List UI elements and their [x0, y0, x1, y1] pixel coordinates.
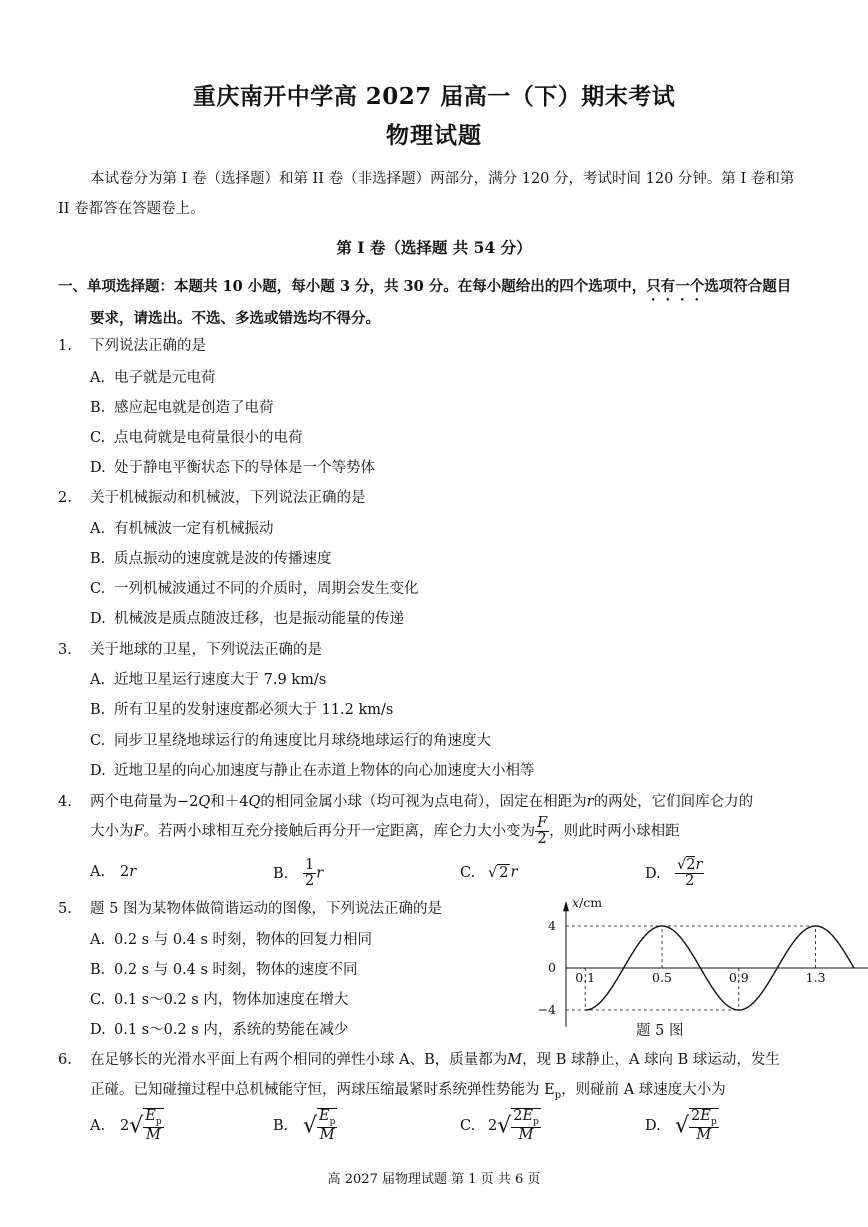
x-tick-label: 1.3: [805, 970, 826, 985]
question-number: 6.: [58, 1052, 72, 1068]
option-coef: 2: [488, 1117, 498, 1134]
option-text: 所有卫星的发射速度都必须大于 11.2 km/s: [114, 702, 394, 718]
instructions-line1: 本试卷分为第 I 卷（选择题）和第 II 卷（非选择题）两部分，满分 120 分，考试时间 120 分钟。第 I 卷和第: [90, 171, 795, 187]
radicand: 2: [499, 865, 509, 881]
question-6-stem: [58, 1048, 818, 1069]
question-4-option-c: [460, 864, 517, 881]
radicand: 2: [686, 857, 696, 873]
fraction-denominator: M: [146, 1127, 161, 1144]
question-6-option-c: [460, 1108, 541, 1144]
fraction-numerator: 1: [305, 857, 315, 873]
option-label: A.: [90, 672, 106, 688]
option-label: D.: [90, 611, 106, 627]
part-line2: 要求，请选出。不选、多选或错选均不得分。: [90, 310, 380, 327]
option-label: B.: [90, 702, 106, 718]
y-axis-arrow: [563, 901, 569, 912]
page-footer: 高 2027 届物理试题 第 1 页 共 6 页: [327, 1172, 541, 1187]
fraction-denominator: M: [319, 1127, 335, 1144]
question-number: 5.: [58, 901, 72, 917]
option-label: C.: [90, 430, 106, 446]
question-number: 2.: [58, 490, 72, 506]
question-4-option-b: [273, 858, 323, 889]
variable-e: E: [319, 1108, 330, 1124]
option-text: 同步卫星绕地球运行的角速度比月球绕地球运行的角速度大: [114, 733, 491, 749]
question-1-option-d: [90, 456, 375, 477]
variable-q: Q: [248, 794, 261, 810]
option-label: B.: [273, 1117, 289, 1134]
question-1-option-b: [90, 396, 274, 417]
question-text: 两个电荷量为−2: [90, 794, 199, 810]
instructions-line2: II 卷都答在答题卷上。: [58, 201, 205, 217]
fraction-numerator: [317, 1109, 337, 1128]
fraction-numerator: [689, 1109, 719, 1128]
option-label: A.: [90, 1117, 106, 1134]
variable-f: F: [133, 823, 144, 840]
part-suffix: 选项符合题目: [704, 278, 792, 295]
fraction-ep-over-m: [317, 1108, 337, 1144]
sqrt-sign: √: [675, 1113, 690, 1139]
question-text: 关于机械振动和机械波，下列说法正确的是: [90, 490, 366, 506]
sqrt-sign: √: [303, 1113, 318, 1139]
option-text: 感应起电就是创造了电荷: [114, 400, 274, 416]
option-label: A.: [90, 864, 106, 880]
question-3-option-b: [90, 698, 393, 719]
variable-r: r: [586, 794, 594, 810]
option-coef: 2: [120, 1117, 130, 1134]
x-tick-label: 0.9: [728, 970, 749, 985]
question-5-option-d: [90, 1018, 348, 1039]
option-label: D.: [645, 865, 661, 882]
figure-caption: 题 5 图: [636, 1023, 684, 1039]
part-prefix: 一、单项选择题：本题共 10 小题，每小题 3 分，共 30 分。在每小题给出的四个选项中，: [58, 278, 647, 295]
question-3-option-a: [90, 668, 326, 689]
option-label: A.: [90, 932, 106, 948]
option-coef: 2: [120, 864, 130, 880]
option-var: r: [316, 865, 324, 882]
question-2-stem: [58, 486, 818, 507]
fraction-denominator: 2: [685, 873, 695, 890]
question-text: 大小为: [90, 823, 134, 840]
question-text: 题 5 图为某物体做简谐运动的图像，下列说法正确的是: [90, 901, 442, 917]
sqrt-sign: √: [677, 857, 687, 873]
variable-e: E: [145, 1108, 156, 1124]
option-label: C.: [90, 992, 106, 1008]
x-tick-label: 0.1: [575, 970, 596, 985]
option-label: D.: [90, 1022, 106, 1038]
sqrt-sign: √: [488, 864, 498, 881]
fraction-ep-over-m: [143, 1108, 163, 1144]
option-text: 质点振动的速度就是波的传播速度: [114, 551, 332, 567]
option-label: C.: [460, 864, 476, 881]
subscript: p: [554, 1089, 562, 1101]
y-tick-label: −4: [537, 1002, 556, 1017]
y-tick-label: 4: [548, 918, 556, 933]
question-text: 下列说法正确的是: [90, 338, 206, 354]
option-label: C.: [460, 1117, 476, 1134]
question-1-option-a: [90, 366, 216, 387]
fraction-numerator: [511, 1109, 541, 1128]
fraction-denominator: 2: [537, 831, 547, 848]
fraction-sqrt2r-over-2: [675, 858, 704, 889]
question-text: 正碰。已知碰撞过程中总机械能守恒，两球压缩最紧时系统弹性势能为 E: [90, 1082, 555, 1098]
option-label: B.: [90, 400, 106, 416]
question-5-option-c: [90, 988, 348, 1009]
question-text: ，现 B 球静止，A 球向 B 球运动，发生: [522, 1052, 780, 1068]
question-6-stem-line2: [58, 1078, 818, 1101]
question-text: 的两处，它们间库仑力的: [593, 794, 754, 810]
fraction-denominator: 2: [305, 873, 315, 890]
question-4-stem: [58, 790, 818, 811]
question-1-stem: [58, 334, 818, 355]
question-3-stem: [58, 638, 818, 659]
fraction-denominator: M: [696, 1127, 712, 1144]
section-heading: 第 I 卷（选择题 共 54 分）: [336, 238, 532, 257]
variable-m: M: [507, 1052, 523, 1068]
question-4-stem-line2: [58, 816, 818, 847]
question-3-option-d: [90, 759, 535, 780]
variable-q: Q: [198, 794, 211, 810]
fraction-denominator: M: [518, 1127, 534, 1144]
y-axis-label: x/cm: [572, 895, 603, 911]
variable-e: E: [522, 1108, 534, 1124]
option-text: 有机械波一定有机械振动: [114, 521, 274, 537]
question-number: 1.: [58, 338, 72, 354]
option-label: B.: [90, 551, 106, 567]
question-5-option-a: [90, 928, 372, 949]
option-label: D.: [90, 763, 106, 779]
question-6-option-a: [90, 1108, 164, 1144]
option-text: 0.2 s 与 0.4 s 时刻，物体的回复力相同: [114, 932, 373, 948]
option-var: r: [510, 864, 518, 881]
option-label: B.: [273, 865, 289, 882]
option-text: 电子就是元电荷: [114, 370, 216, 386]
sqrt-sign: √: [497, 1113, 512, 1139]
question-text: ，则此时两小球相距: [549, 823, 680, 840]
question-number: 4.: [58, 794, 72, 810]
option-text: 一列机械波通过不同的介质时，周期会发生变化: [114, 581, 419, 597]
question-text: 和＋4: [210, 794, 249, 810]
question-3-option-c: [90, 729, 491, 750]
fraction-f-over-2: [535, 816, 549, 847]
part-instructions: [58, 272, 818, 334]
fraction-numerator: [143, 1109, 163, 1128]
option-text: 近地卫星运行速度大于 7.9 km/s: [114, 672, 327, 688]
question-text: 在足够长的光滑水平面上有两个相同的弹性小球 A、B，质量都为: [90, 1052, 508, 1068]
numerator-coef: 2: [691, 1108, 701, 1124]
fraction-one-half: [303, 858, 316, 889]
question-5-stem: [58, 897, 508, 918]
question-6-option-b: [273, 1108, 337, 1144]
question-text: ，则碰前 A 球速度大小为: [561, 1082, 726, 1098]
option-text: 处于静电平衡状态下的导体是一个等势体: [114, 460, 375, 476]
subscript: p: [329, 1116, 336, 1127]
question-4-option-d: [645, 858, 704, 889]
option-label: D.: [90, 460, 106, 476]
option-text: 0.1 s～0.2 s 内，物体加速度在增大: [114, 992, 349, 1008]
option-text: 点电荷就是电荷量很小的电荷: [114, 430, 303, 446]
fraction-2ep-over-m: [689, 1108, 719, 1144]
variable-e: E: [700, 1108, 711, 1124]
option-text: 机械波是质点随波迁移，也是振动能量的传递: [114, 611, 404, 627]
question-text: 的相同金属小球（均可视为点电荷），固定在相距为: [260, 794, 587, 810]
sqrt-sign: √: [129, 1113, 144, 1139]
option-var: r: [129, 864, 137, 880]
y-tick-label: 0: [548, 960, 556, 975]
question-2-option-a: [90, 517, 274, 538]
option-label: B.: [90, 962, 106, 978]
subscript: p: [155, 1116, 162, 1127]
question-4-option-a: [90, 864, 136, 880]
option-label: C.: [90, 733, 106, 749]
option-text: 近地卫星的向心加速度与静止在赤道上物体的向心加速度大小相等: [114, 763, 535, 779]
exam-title: 重庆南开中学高 2027 届高一（下）期末考试: [192, 83, 676, 110]
option-label: C.: [90, 581, 106, 597]
fraction-numerator: F: [537, 815, 548, 831]
option-label: D.: [645, 1117, 661, 1134]
fraction-numerator: [675, 858, 704, 874]
exam-subtitle: 物理试题: [386, 122, 482, 149]
question-number: 3.: [58, 642, 72, 658]
numerator-coef: 2: [513, 1108, 523, 1124]
question-text: 关于地球的卫星，下列说法正确的是: [90, 642, 322, 658]
question-4-options: [90, 858, 790, 898]
fraction-2ep-over-m: [511, 1108, 541, 1144]
question-2-option-c: [90, 577, 419, 598]
part-emphasis: 只有一个: [646, 278, 705, 295]
question-5-option-b: [90, 958, 358, 979]
question-6-options: [90, 1108, 790, 1154]
question-2-option-d: [90, 607, 404, 628]
option-text: 0.1 s～0.2 s 内，系统的势能在减少: [114, 1022, 349, 1038]
option-text: 0.2 s 与 0.4 s 时刻，物体的速度不同: [114, 962, 358, 978]
option-label: A.: [90, 370, 106, 386]
subscript: p: [533, 1116, 539, 1127]
option-label: A.: [90, 521, 106, 537]
question-1-option-c: [90, 426, 303, 447]
question-6-option-d: [645, 1108, 719, 1144]
question-2-option-b: [90, 547, 332, 568]
option-var: r: [695, 857, 703, 873]
x-tick-label: 0.5: [652, 970, 672, 985]
exam-instructions: [58, 164, 818, 224]
subscript: p: [710, 1116, 717, 1127]
question-text: 。若两小球相互充分接触后再分开一定距离，库仑力大小变为: [143, 823, 536, 840]
